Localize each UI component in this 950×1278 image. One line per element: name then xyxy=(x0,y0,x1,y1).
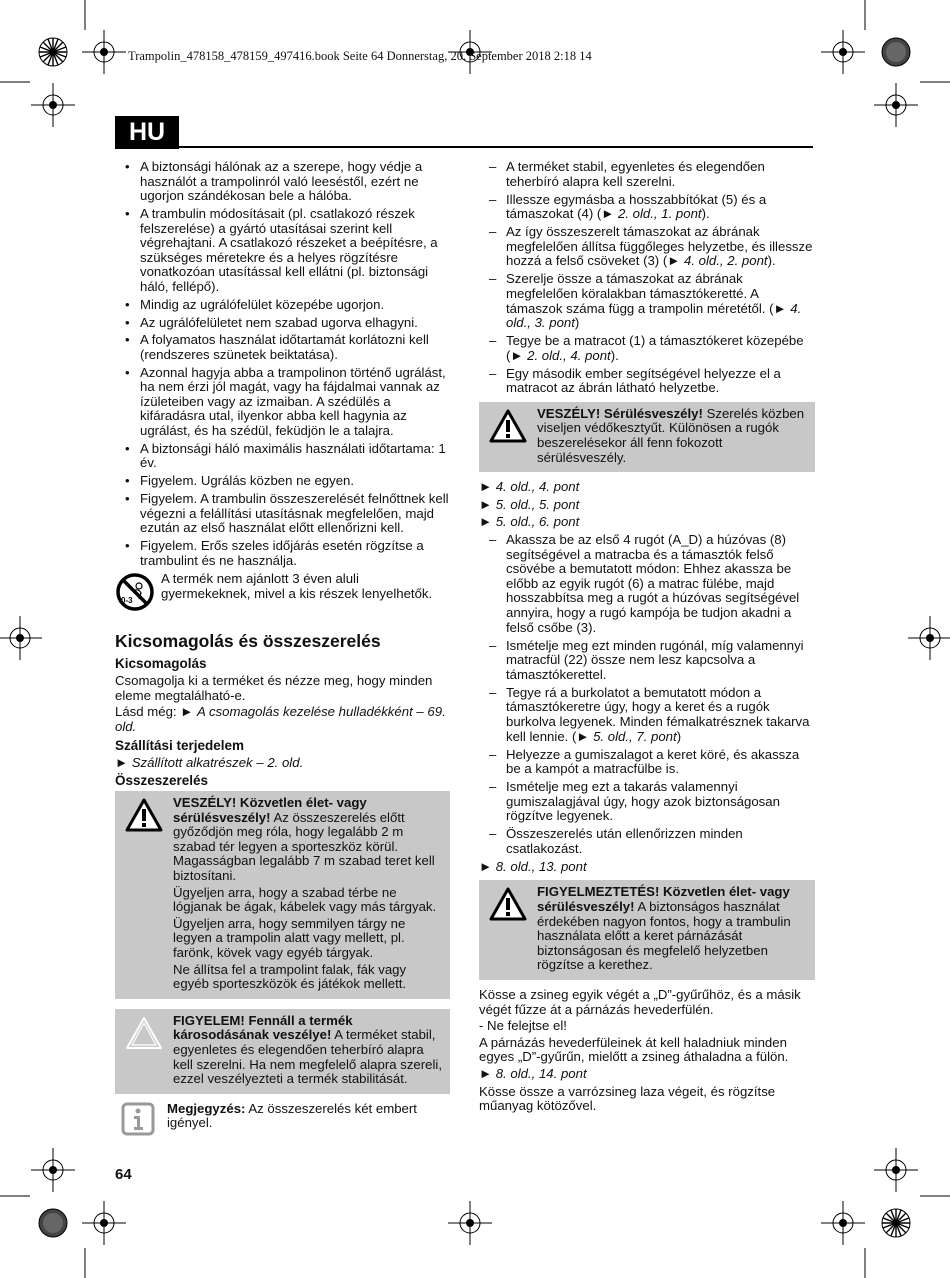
list-item: – Ismételje meg ezt a takarás valamennyi gumiszalagjával úgy, hogy azok biztonságosan rögzítve legyenek. xyxy=(479,780,815,824)
assembly-title: Összeszerelés xyxy=(115,773,209,789)
warning-triangle-icon xyxy=(489,887,527,921)
note xyxy=(115,1102,450,1136)
list-item: • Figyelem. Ugrálás közben ne egyen. xyxy=(115,474,450,489)
paragraph: A párnázás hevederfüleinek át kell haladniuk minden egyes „D”-gyűrűn, mielőtt a zsineg áthaladna a fülön. xyxy=(479,1034,789,1065)
see-also xyxy=(115,705,450,734)
danger-paragraph: Ügyeljen arra, hogy semmilyen tárgy ne legyen a trampolin alatt vagy mellett, pl. farönk, kövek vagy egyéb tárgyak. xyxy=(173,915,406,961)
info-icon xyxy=(121,1102,155,1136)
figure-ref: ► 5. old., 5. pont xyxy=(479,496,580,512)
list-item: – A terméket stabil, egyenletes és elegendően teherbíró alapra kell szerelni. xyxy=(479,160,815,189)
list-item: – Szerelje össze a támaszokat az ábrának megfelelően köralakban támasztókeretté. A támaszok száma függ a trampolin méretétől. (► 4. old., 3. pont) xyxy=(479,272,815,330)
list-item: – Illessze egymásba a hosszabbítókat (5) és a támaszokat (4) (► 2. old., 1. pont). xyxy=(479,193,815,222)
page-number: 64 xyxy=(115,1166,132,1183)
unpacking-text: Csomagolja ki a terméket és nézze meg, hogy minden eleme megtalálható-e. xyxy=(115,673,433,703)
list-item: • Figyelem. A trambulin összeszerelését felnőttnek kell végezni a felállítási utasításnak megfelelően, majd ezután az első használat előtt ellenőrizni kell. xyxy=(115,492,450,536)
right-column xyxy=(479,160,815,1116)
list-item: – Tegye be a matracot (1) a támasztókeret közepébe (► 2. old., 4. pont). xyxy=(479,334,815,363)
safety-bullet-list xyxy=(115,160,450,568)
list-item: • Az ugrálófelületet nem szabad ugorva elhagyni. xyxy=(115,316,450,331)
list-item: – Összeszerelés után ellenőrizzen minden csatlakozást. xyxy=(479,827,815,856)
age-restriction-icon xyxy=(115,572,155,612)
caution-text: A terméket stabil, egyenletes és elegendően teherbíró alapra kell szerelni. Ha nem megfelelő alapra szereli, ezzel veszélyezteti a termék stabilitását. xyxy=(173,1027,442,1087)
danger-box xyxy=(115,791,450,999)
list-item: – Egy második ember segítségével helyezze el a matracot az ábrán látható helyzetbe. xyxy=(479,367,815,396)
figure-ref: ► 5. old., 6. pont xyxy=(479,514,580,530)
note-label: Megjegyzés: xyxy=(167,1100,246,1116)
list-item: • Mindig az ugrálófelület közepébe ugorjon. xyxy=(115,298,450,313)
warning-box xyxy=(479,880,815,980)
figure-ref: ► 8. old., 14. pont xyxy=(479,1065,587,1081)
list-item: • Figyelem. Erős szeles időjárás esetén rögzítse a trambulint és ne használja. xyxy=(115,539,450,568)
figure-ref: ► 4. old., 4. pont xyxy=(479,479,580,495)
injury-danger-text: Szerelés közben viseljen védőkesztyűt. Különösen a rugók beszerelésekor áll fenn fokozott sérülésveszély. xyxy=(537,405,805,465)
age-warning xyxy=(115,572,450,612)
list-item: • Azonnal hagyja abba a trampolinon történő ugrálást, ha nem érzi jól magát, vagy ha fájdalmai vannak az ízületeiben vagy az izmaiban. A szédülés a kifáradásra utal, ilyenkor abba kell hagynia az ugrálást, és ha szédül, feküdjön le a talajra. xyxy=(115,366,450,439)
age-warning-text: A termék nem ajánlott 3 éven aluli gyermekeknek, mivel a kis részek lenyelhetők. xyxy=(161,571,433,601)
list-item: – Akassza be az első 4 rugót (A_D) a húzóvas (8) segítségével a matracba és a támasztók felső csövébe a bemutatott módon: Ehhez akassza be előbb az egyik rugót (6) a matrac fülébe, majd hosszabbítsa meg a rugót a húzóvas segítségével annyira, hogy a rugó kampója be tudjon akadni a felső csőbe (3). xyxy=(479,533,815,635)
section-title: Kicsomagolás és összeszerelés xyxy=(115,631,381,652)
warning-triangle-icon xyxy=(125,798,163,832)
caution-paragraph xyxy=(173,1014,444,1087)
paragraph: - Ne felejtse el! xyxy=(479,1018,567,1034)
list-item: – Az így összeszerelt támaszokat az ábrának megfelelően állítsa függőleges helyzetbe, és illessze hozzá a felső csöveket (3) (► 4. old., 2. pont). xyxy=(479,225,815,269)
danger-heading: VESZÉLY! Közvetlen élet- vagy sérülésveszély! xyxy=(173,795,367,825)
list-item: • A biztonsági hálónak az a szerepe, hogy védje a használót a trampolinról való leeséstől, ezért ne ugorjon szándékosan bele a hálóba. xyxy=(115,160,450,204)
print-header-line: Trampolin_478158_478159_497416.book Seite 64 Donnerstag, 20. September 2018 2:18 14 xyxy=(128,49,592,63)
language-tab: HU xyxy=(115,116,179,149)
danger-paragraph xyxy=(173,796,444,884)
danger-text: Az összeszerelés előtt győződjön meg róla, hogy legalább 2 m szabad tér legyen a sporteszköz körül. Magasságban legalább 7 m szabad teret kell biztosítani. xyxy=(173,809,435,884)
danger-paragraph: Ügyeljen arra, hogy a szabad térbe ne lógjanak be ágak, kábelek vagy más tárgyak. xyxy=(173,884,437,915)
assembly-steps-2 xyxy=(479,533,815,856)
injury-danger-box xyxy=(479,402,815,472)
scope-ref: ► Szállított alkatrészek – 2. old. xyxy=(115,754,304,770)
age-icon-label: 0-3 xyxy=(121,596,133,606)
list-item: • A folyamatos használat időtartamát korlátozni kell (rendszeres szünetek beiktatása). xyxy=(115,333,450,362)
paragraph: Kösse a zsineg egyik végét a „D”-gyűrűhöz, és a másik végét fűzze át a párnázás hevederfülén. xyxy=(479,986,801,1017)
danger-paragraph: Ne állítsa fel a trampolint falak, fák vagy egyéb sporteszközök és játékok mellett. xyxy=(173,961,407,992)
warning-text: A biztonságos használat érdekében nagyon fontos, hogy a trambulin használata előtt a keret párnázását biztonságosan és megfelelő helyzetben rögzítse a kerethez. xyxy=(537,899,791,973)
paragraph: Kösse össze a varrózsineg laza végeit, és rögzítse műanyag kötözővel. xyxy=(479,1083,776,1114)
left-column xyxy=(115,160,450,1136)
header-rule xyxy=(179,146,813,148)
unpacking-title: Kicsomagolás xyxy=(115,656,207,672)
warning-heading: FIGYELMEZTETÉS! Közvetlen élet- vagy sérülésveszély! xyxy=(537,884,790,915)
figure-ref: ► 8. old., 13. pont xyxy=(479,858,587,874)
see-also-ref: A csomagolás kezelése hulladékként – 69. old. xyxy=(115,704,446,734)
caution-heading: FIGYELEM! Fennáll a termék károsodásának veszélye! xyxy=(173,1012,353,1043)
injury-danger-heading: VESZÉLY! Sérülésveszély! xyxy=(537,405,703,421)
list-item: – Ismételje meg ezt minden rugónál, míg valamennyi matracfül (22) össze nem lesz kapcsolva a támasztókerettel. xyxy=(479,639,815,683)
caution-triangle-icon xyxy=(125,1016,163,1050)
warning-triangle-icon xyxy=(489,409,527,443)
assembly-steps-1 xyxy=(479,160,815,396)
caution-box xyxy=(115,1009,450,1094)
list-item: • A trambulin módosításait (pl. csatlakozó részek felszerelése) a gyártó utasításai szerint kell végrehajtani. A csatlakozó részeket a beépítésre, a szükséges méretekre és a helyes rögzítésre vonatkozóan utasítással kell ellátni (pl. biztonsági háló, fellépő). xyxy=(115,207,450,295)
note-text: Az összeszerelés két embert igényel. xyxy=(167,1100,417,1131)
scope-title: Szállítási terjedelem xyxy=(115,737,245,753)
list-item: – Tegye rá a burkolatot a bemutatott módon a támasztókeretre úgy, hogy a keret és a rugók burkolva legyenek. Minden fémalkatrésznek takarva kell lennie. (► 5. old., 7. pont) xyxy=(479,686,815,744)
see-also-prefix: Lásd még: ► xyxy=(115,704,197,720)
list-item: – Helyezze a gumiszalagot a keret köré, és akassza be a kampót a matracfülbe is. xyxy=(479,748,815,777)
list-item: • A biztonsági háló maximális használati időtartama: 1 év. xyxy=(115,442,450,471)
